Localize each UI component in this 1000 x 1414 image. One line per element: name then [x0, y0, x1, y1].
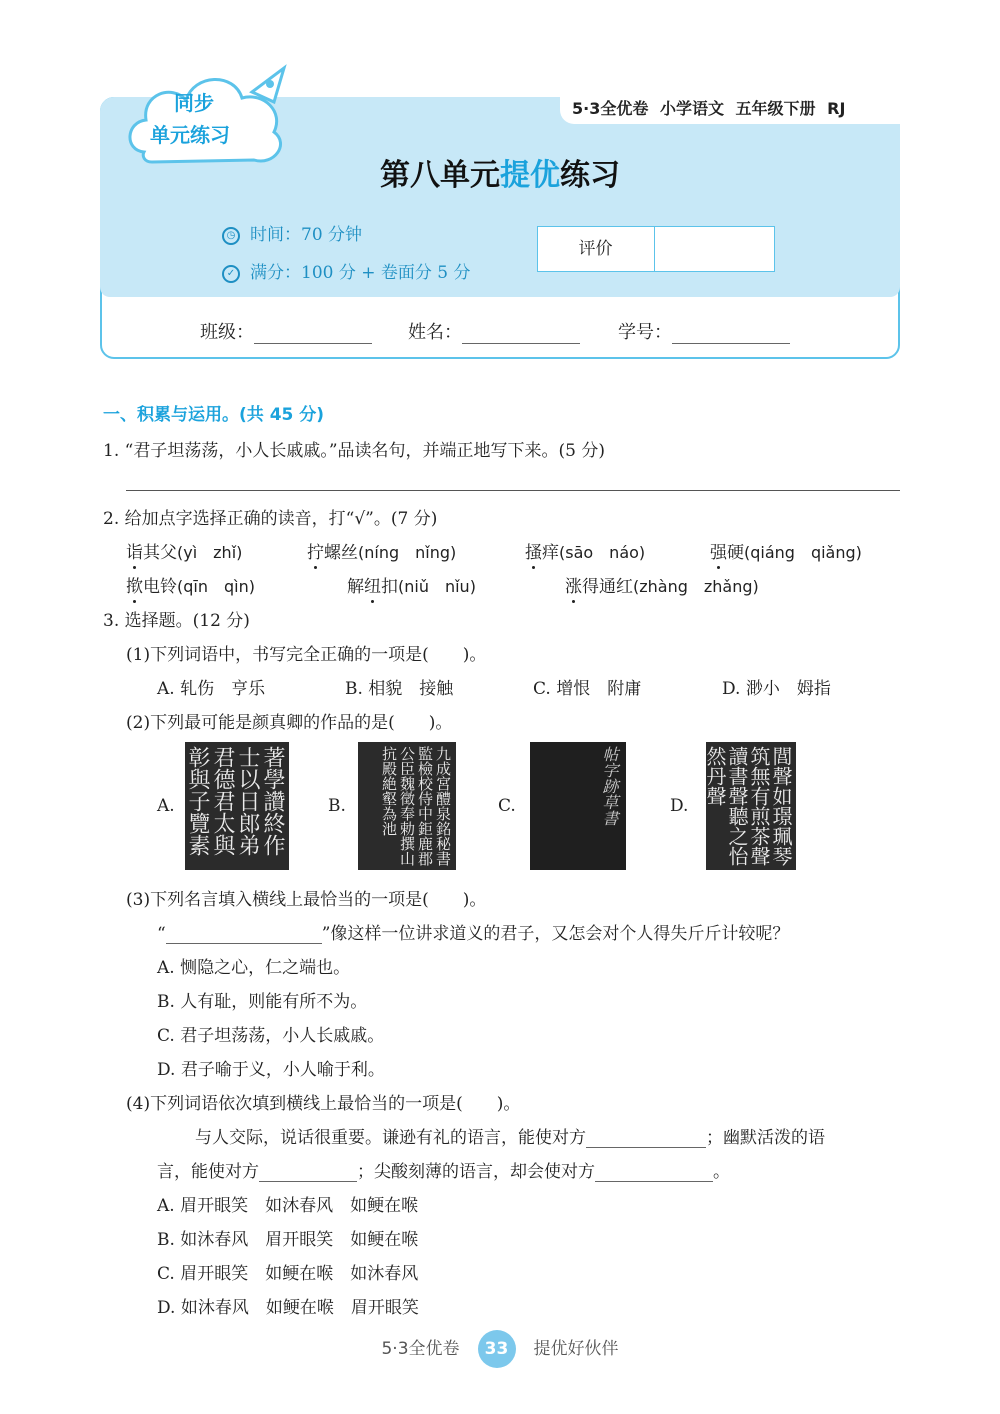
calligraphy-image-c[interactable]: 帖字跡草書: [530, 742, 626, 870]
q2-item-3[interactable]: 搔痒(sāo náo): [525, 543, 646, 563]
q3-2-stem: (2)下列最可能是颜真卿的作品的是( )。: [126, 713, 453, 733]
q3-1-option-b[interactable]: B. 相貌 接触: [345, 679, 454, 699]
calligraphy-image-b[interactable]: 九成宮醴泉銘秘書監檢校侍中鉅鹿郡公臣魏徵奉勅撰山抗殿絶壑為池: [358, 742, 456, 870]
q3-4-option-c[interactable]: C. 眉开眼笑 如鲠在喉 如沐春风: [157, 1264, 419, 1284]
page-footer: [0, 1330, 1000, 1368]
q3-4-passage-line2: 言，能使对方 ；尖酸刻薄的语言，却会使对方 。: [157, 1162, 730, 1182]
badge-line2: 单元练习: [150, 123, 230, 147]
q3-2-label-b[interactable]: B.: [328, 796, 346, 816]
series-label: 5·3全优卷: [572, 99, 649, 118]
calligraphy-image-d[interactable]: 閭聲如璟珮琴筑無有煎茶聲讀書聲聽之怡然丹聲: [706, 742, 796, 870]
question-3: 3. 选择题。(12 分): [103, 611, 250, 631]
q3-1-option-c[interactable]: C. 增恨 附庸: [533, 679, 642, 699]
q3-2-label-d[interactable]: D.: [670, 796, 689, 816]
q3-3-blank[interactable]: [166, 925, 322, 944]
q3-4-option-d[interactable]: D. 如沐春风 如鲠在喉 眉开眼笑: [157, 1298, 419, 1318]
q3-4-option-a[interactable]: A. 眉开眼笑 如沐春风 如鲠在喉: [157, 1196, 419, 1216]
page-title: 第八单元提优练习: [380, 158, 620, 193]
q3-4-blank-3[interactable]: [595, 1163, 713, 1182]
q1-answer-line[interactable]: [126, 490, 900, 491]
q3-4-option-b[interactable]: B. 如沐春风 眉开眼笑 如鲠在喉: [157, 1230, 419, 1250]
q3-3-option-a[interactable]: A. 恻隐之心，仁之端也。: [157, 958, 351, 978]
q3-1-stem: (1)下列词语中，书写完全正确的一项是( )。: [126, 645, 487, 665]
q3-3-stem: (3)下列名言填入横线上最恰当的一项是( )。: [126, 890, 487, 910]
q3-1-option-d[interactable]: D. 渺小 姆指: [722, 679, 831, 699]
clock-icon: ◷: [222, 227, 240, 245]
name-field[interactable]: 姓名：: [408, 318, 580, 344]
q3-3-quote: “ ”像这样一位讲求道义的君子，又怎会对个人得失斤斤计较呢？: [157, 924, 790, 944]
id-field[interactable]: 学号：: [618, 318, 790, 344]
q3-4-passage-line1: 与人交际，说话很重要。谦逊有礼的语言，能使对方 ；幽默活泼的语: [195, 1128, 825, 1148]
q3-4-blank-2[interactable]: [259, 1163, 357, 1182]
q2-item-2[interactable]: 拧螺丝(níng nǐng): [307, 543, 457, 563]
q3-4-blank-1[interactable]: [586, 1129, 706, 1148]
q2-item-4[interactable]: 强硬(qiáng qiǎng): [710, 543, 862, 563]
q3-2-label-a[interactable]: A.: [157, 796, 175, 816]
subject-label: 小学语文: [659, 99, 724, 118]
footer-series: 5·3全优卷: [381, 1339, 460, 1359]
q3-3-option-d[interactable]: D. 君子喻于义，小人喻于利。: [157, 1060, 385, 1080]
score-info: ✓ 满分：100 分 + 卷面分 5 分: [222, 258, 471, 283]
section-title: 一、积累与运用。(共 45 分): [103, 405, 325, 425]
class-field[interactable]: 班级：: [200, 318, 372, 344]
evaluation-label: 评价: [537, 226, 655, 272]
time-info: ◷ 时间：70 分钟: [222, 220, 362, 245]
page-number: 33: [478, 1330, 516, 1368]
q3-2-label-c[interactable]: C.: [498, 796, 516, 816]
q3-1-option-a[interactable]: A. 轧伤 亨乐: [157, 679, 266, 699]
book-meta: [572, 96, 845, 119]
q2-item-7[interactable]: 涨得通红(zhàng zhǎng): [565, 577, 759, 597]
check-icon: ✓: [222, 265, 240, 283]
badge-line1: 同步: [174, 91, 214, 115]
question-2: 2. 给加点字选择正确的读音，打“√”。(7 分): [103, 509, 438, 529]
q3-3-option-b[interactable]: B. 人有耻，则能有所不为。: [157, 992, 368, 1012]
name-input-line[interactable]: [462, 343, 580, 344]
q3-3-option-c[interactable]: C. 君子坦荡荡，小人长戚戚。: [157, 1026, 385, 1046]
footer-slogan: 提优好伙伴: [533, 1339, 619, 1359]
q2-item-6[interactable]: 解纽扣(niǔ nǐu): [347, 577, 476, 597]
question-1: 1. “君子坦荡荡，小人长戚戚。”品读名句，并端正地写下来。(5 分): [103, 441, 605, 461]
q2-item-5[interactable]: 揿电铃(qīn qìn): [126, 577, 255, 597]
q2-item-1[interactable]: 诣其父(yì zhǐ): [126, 543, 243, 563]
id-input-line[interactable]: [672, 343, 790, 344]
calligraphy-image-a[interactable]: 著學讚終作士以日郎弟君德君太與彰與子覽素: [185, 742, 289, 870]
edition-label: RJ: [827, 99, 846, 118]
class-input-line[interactable]: [254, 343, 372, 344]
q3-4-stem: (4)下列词语依次填到横线上最恰当的一项是( )。: [126, 1094, 521, 1114]
grade-label: 五年级下册: [735, 99, 816, 118]
